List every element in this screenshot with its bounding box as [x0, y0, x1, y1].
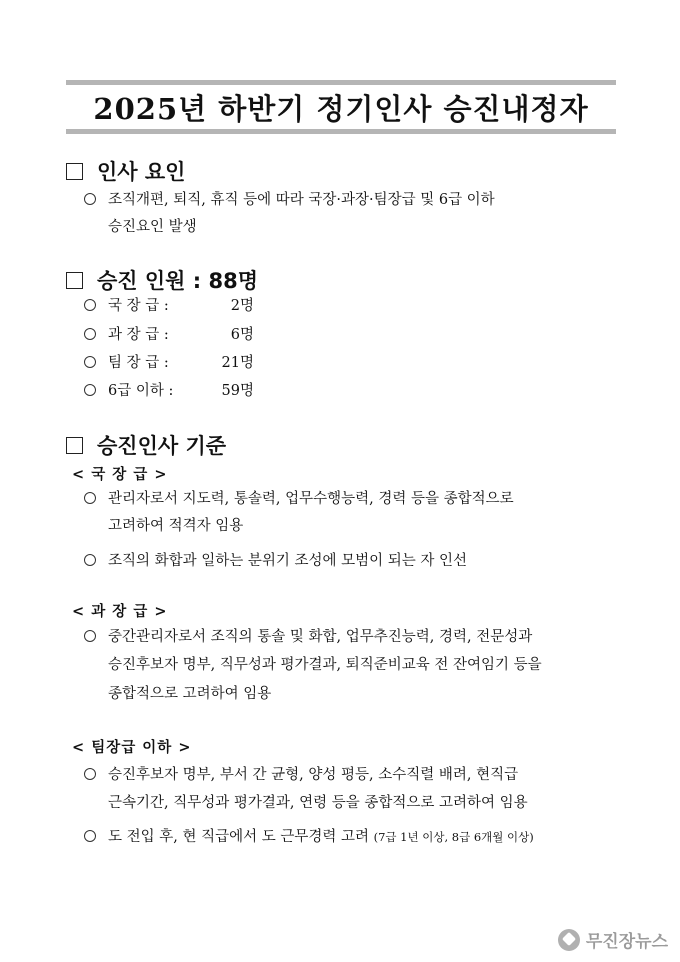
- list-item-text: 조직개편, 퇴직, 휴직 등에 따라 국장·과장·팀장급 및 6급 이하: [108, 192, 495, 208]
- circle-bullet-icon: [84, 299, 96, 311]
- list-item: [84, 489, 514, 509]
- subheading-manager: < 과 장 급 >: [72, 603, 168, 620]
- list-item-text: 중간관리자로서 조직의 통솔 및 화합, 업무추진능력, 경력, 전문성과: [108, 629, 533, 645]
- section-title: 승진 인원 : 88명: [97, 269, 258, 293]
- circle-bullet-icon: [84, 630, 96, 642]
- list-item-text: 도 전입 후, 현 직급에서 도 근무경력 고려: [108, 829, 369, 845]
- count-label: 국 장 급 :: [108, 298, 169, 314]
- title-banner: [66, 80, 616, 134]
- count-value: 21명: [221, 355, 254, 371]
- checkbox-square-icon: [66, 437, 83, 454]
- list-item-continuation: 승진요인 발생: [108, 219, 197, 235]
- list-item-continuation: 고려하여 적격자 임용: [108, 518, 244, 534]
- circle-bullet-icon: [84, 554, 96, 566]
- count-value: 59명: [221, 383, 254, 399]
- list-item-text: 승진후보자 명부, 부서 간 균형, 양성 평등, 소수직렬 배려, 현직급: [108, 767, 519, 783]
- section-heading-personnel-factor: [66, 156, 185, 186]
- section-heading-promotion-criteria: [66, 430, 226, 460]
- list-item: [84, 765, 518, 785]
- circle-bullet-icon: [84, 384, 96, 396]
- section-heading-promotion-count: [66, 265, 258, 295]
- count-value: 2명: [230, 298, 254, 314]
- count-row: [84, 381, 254, 401]
- list-item: [84, 827, 534, 847]
- list-item: [84, 551, 467, 571]
- circle-bullet-icon: [84, 768, 96, 780]
- checkbox-square-icon: [66, 163, 83, 180]
- list-item-text: 관리자로서 지도력, 통솔력, 업무수행능력, 경력 등을 종합적으로: [108, 491, 514, 507]
- list-item-continuation: 근속기간, 직무성과 평가결과, 연령 등을 종합적으로 고려하여 임용: [108, 795, 528, 811]
- count-value: 6명: [230, 327, 254, 343]
- circle-bullet-icon: [84, 328, 96, 340]
- list-item-continuation: 승진후보자 명부, 직무성과 평가결과, 퇴직준비교육 전 잔여임기 등을: [108, 657, 542, 673]
- list-item-continuation: 종합적으로 고려하여 임용: [108, 686, 272, 702]
- list-item-note: (7급 1년 이상, 8급 6개월 이상): [373, 830, 534, 844]
- count-row: [84, 296, 254, 316]
- circle-bullet-icon: [84, 830, 96, 842]
- circle-bullet-icon: [84, 356, 96, 368]
- count-label: 6급 이하 :: [108, 383, 174, 399]
- circle-bullet-icon: [84, 193, 96, 205]
- count-row: [84, 353, 254, 373]
- count-row: [84, 325, 254, 345]
- list-item: [84, 190, 495, 210]
- circle-bullet-icon: [84, 492, 96, 504]
- section-title: 인사 요인: [97, 160, 186, 184]
- list-item-text: 조직의 화합과 일하는 분위기 조성에 모범이 되는 자 인선: [108, 553, 468, 569]
- subheading-director: < 국 장 급 >: [72, 466, 168, 483]
- page-title: 2025년 하반기 정기인사 승진내정자: [93, 91, 589, 126]
- list-item: [84, 627, 532, 647]
- section-title: 승진인사 기준: [97, 434, 227, 458]
- checkbox-square-icon: [66, 272, 83, 289]
- count-label: 팀 장 급 :: [108, 355, 169, 371]
- watermark: [558, 927, 668, 952]
- subheading-team-lead: < 팀장급 이하 >: [72, 739, 192, 756]
- logo-icon: [558, 929, 580, 951]
- watermark-text: 무진장뉴스: [585, 932, 668, 952]
- count-label: 과 장 급 :: [108, 327, 169, 343]
